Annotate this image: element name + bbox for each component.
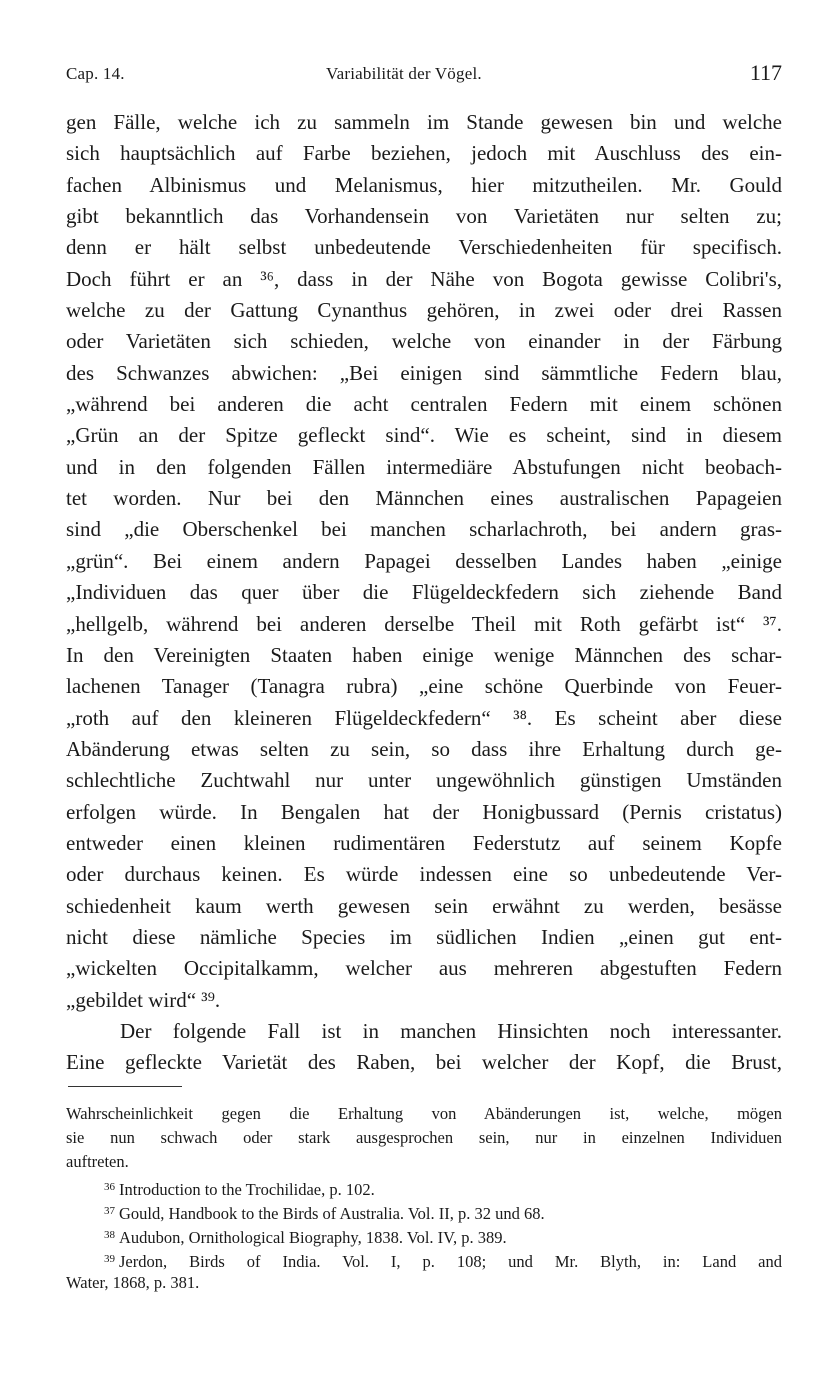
text-line: In den Vereinigten Staaten haben einige wenige Männchen des schar- [66,642,782,667]
text-line: schiedenheit kaum werth gewesen sein erwähnt zu werden, besässe [66,893,782,918]
footnote-line: Water, 1868, p. 381. [66,1273,200,1293]
footnotes [66,1102,782,1296]
footnote-36 [66,1175,782,1199]
footnote-37 [66,1199,782,1223]
text-line: „wickelten Occipitalkamm, welcher aus mehreren abgestuften Federn [66,956,782,981]
text-line: Der folgende Fall ist in manchen Hinsichten noch interessanter. [120,1018,782,1043]
running-head [66,60,782,88]
footnote-number: 37 [104,1204,115,1217]
text-line: Abänderung etwas selten zu sein, so dass ihre Erhaltung durch ge- [66,736,782,761]
footnote-line: auftreten. [66,1152,129,1172]
text-line: sind „die Oberschenkel bei manchen scharlachroth, bei andern gras- [66,517,782,542]
text-line: und in den folgenden Fällen intermediäre Abstufungen nicht beobach- [66,454,782,479]
footnote-text: Gould, Handbook to the Birds of Australia. Vol. II, p. 32 und 68. [119,1203,545,1223]
footnote-number: 38 [104,1228,115,1241]
chapter-label: Cap. 14. [66,64,125,83]
text-line: schlechtliche Zuchtwahl nur unter ungewöhnlich günstigen Umständen [66,768,782,793]
footnote-divider [68,1086,182,1087]
footnote-line: sie nun schwach oder stark ausgesprochen sein, nur in einzelnen Individuen [66,1128,782,1148]
text-line: oder Varietäten sich schieden, welche von einander in der Färbung [66,329,782,354]
footnote-39 [66,1247,782,1271]
footnote-number: 36 [104,1180,115,1193]
footnote-number: 39 [104,1253,115,1266]
footnote-38 [66,1223,782,1247]
text-line: sich hauptsächlich auf Farbe beziehen, jedoch mit Auschluss des ein- [66,141,782,166]
text-line: „Individuen das quer über die Flügeldeckfedern sich ziehende Band [66,580,782,605]
footnote-text: Jerdon, Birds of India. Vol. I, p. 108; und Mr. Blyth, in: Land and [119,1252,782,1272]
text-line: „gebildet wird“ ³⁹. [66,987,221,1012]
main-text [66,107,782,1079]
text-line: gibt bekanntlich das Vorhandensein von Varietäten nur selten zu; [66,204,782,229]
footnote-text: Introduction to the Trochilidae, p. 102. [119,1179,375,1199]
text-line: „grün“. Bei einem andern Papagei desselben Landes haben „einige [66,548,782,573]
text-line: nicht diese nämliche Species im südlichen Indien „einen gut ent- [66,924,782,949]
text-line: fachen Albinismus und Melanismus, hier mitzutheilen. Mr. Gould [66,172,782,197]
text-line: erfolgen würde. In Bengalen hat der Honigbussard (Pernis cristatus) [66,799,782,824]
text-line: denn er hält selbst unbedeutende Verschiedenheiten für specifisch. [66,235,782,260]
text-line: „hellgelb, während bei anderen derselbe Theil mit Roth gefärbt ist“ ³⁷. [66,611,782,636]
footnote-line: Wahrscheinlichkeit gegen die Erhaltung von Abänderungen ist, welche, mögen [66,1104,782,1123]
text-line: „roth auf den kleineren Flügeldeckfedern“ ³⁸. Es scheint aber diese [66,705,782,730]
page-header-title: Variabilität der Vögel. [326,64,482,83]
text-line: entweder einen kleinen rudimentären Federstutz auf seinem Kopfe [66,830,782,855]
page-number: 117 [749,60,782,85]
text-line: „während bei anderen die acht centralen Federn mit einem schönen [66,392,782,417]
text-line: lachenen Tanager (Tanagra rubra) „eine schöne Querbinde von Feuer- [66,674,782,699]
text-line: des Schwanzes abwichen: „Bei einigen sind sämmtliche Federn blau, [66,360,782,385]
text-line: Eine gefleckte Varietät des Raben, bei welcher der Kopf, die Brust, [66,1050,782,1075]
text-line: gen Fälle, welche ich zu sammeln im Stande gewesen bin und welche [66,110,782,134]
text-line: tet worden. Nur bei den Männchen eines australischen Papageien [66,486,782,511]
text-line: Doch führt er an ³⁶, dass in der Nähe von Bogota gewisse Colibri's, [66,266,782,291]
text-line: welche zu der Gattung Cynanthus gehören, in zwei oder drei Rassen [66,298,782,323]
text-line: oder durchaus keinen. Es würde indessen eine so unbedeutende Ver- [66,862,782,887]
text-line: „Grün an der Spitze gefleckt sind“. Wie es scheint, sind in diesem [66,423,782,448]
footnote-text: Audubon, Ornithological Biography, 1838. Vol. IV, p. 389. [119,1227,507,1247]
